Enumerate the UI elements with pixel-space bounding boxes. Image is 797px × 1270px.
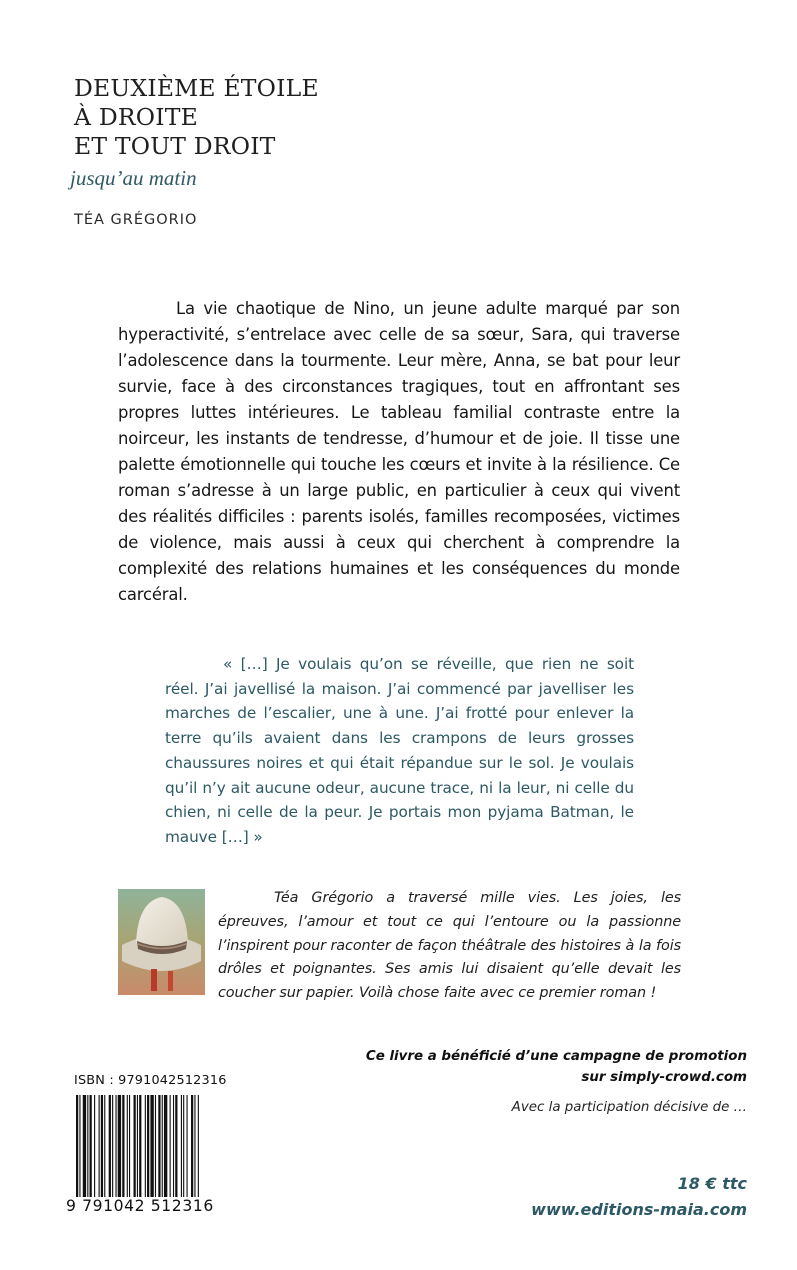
barcode-bar (104, 1095, 105, 1197)
publisher-website: www.editions-maia.com (531, 1200, 747, 1219)
barcode (66, 1095, 228, 1223)
barcode-bar (162, 1095, 163, 1197)
barcode-bar (186, 1095, 187, 1197)
barcode-bar (122, 1095, 124, 1197)
barcode-bar (79, 1095, 80, 1197)
barcode-bar (109, 1095, 111, 1197)
barcode-bars-icon (66, 1095, 228, 1197)
barcode-bar (76, 1095, 78, 1197)
barcode-bar (173, 1095, 174, 1197)
barcode-bar (147, 1095, 149, 1197)
barcode-bar (183, 1095, 184, 1197)
barcode-bar (145, 1095, 146, 1197)
title-line-3: ET TOUT DROIT (74, 132, 276, 160)
barcode-bar (101, 1095, 103, 1197)
synopsis-paragraph: La vie chaotique de Nino, un jeune adulte marqué par son hyperactivité, s’entrelace avec celle de sa sœur, Sara, qui traverse l’adolescence dans la tourmente. Leur mère, Anna, se bat pour leur survie, face à des circonstances tragiques, tout en affrontant ses propres luttes intérieures. Le tableau familial contraste entre la noirceur, les instants de tendresse, d’humour et de joie. Il tisse une palette émotionnelle qui touche les cœurs et invite à la résilience. Ce roman s’adresse à un large public, en particulier à ceux qui vivent des réalités difficiles : parents isolés, familles recomposées, victimes de violence, mais aussi à ceux qui cherchent à comprendre la complexité des relations humaines et les conséquences du monde carcéral. (118, 299, 680, 604)
book-subtitle: jusqu’au matin (70, 166, 197, 190)
barcode-bar (150, 1095, 153, 1197)
excerpt-quote: « […] Je voulais qu’on se réveille, que rien ne soit réel. J’ai javellisé la maison. J’ai commencé par javelliser les marches de l’escalier, une à une. J’ai frotté pour enlever la terre qu’ils avaient dans les crampons de leurs grosses chaussures noires et qui était répandue sur le sol. Je voulais qu’il n’y ait aucune odeur, aucune trace, ni la leur, ni celle du chien, ni celle de la peur. Je portais mon pyjama Batman, le mauve […] » (165, 655, 634, 846)
barcode-bar (191, 1095, 193, 1197)
author-photo (118, 889, 205, 995)
promo-line-1: Ce livre a bénéficié d’une campagne de promotion (365, 1049, 747, 1064)
barcode-bar (170, 1095, 171, 1197)
barcode-bar (129, 1095, 130, 1197)
promo-line-2: sur simply-crowd.com (581, 1070, 747, 1085)
barcode-bar (175, 1095, 177, 1197)
barcode-bar (155, 1095, 156, 1197)
title-line-2: À DROITE (74, 103, 198, 131)
isbn-label: ISBN : 9791042512316 (74, 1073, 227, 1088)
title-line-1: DEUXIÈME ÉTOILE (74, 74, 319, 102)
participation-note: Avec la participation décisive de … (511, 1100, 747, 1115)
barcode-bar (90, 1095, 92, 1197)
promo-notice (327, 1046, 747, 1088)
barcode-bar (139, 1095, 141, 1197)
author-name: TÉA GRÉGORIO (74, 212, 198, 228)
barcode-bar (127, 1095, 128, 1197)
barcode-bar (118, 1095, 121, 1197)
barcode-bar (112, 1095, 113, 1197)
barcode-bar (94, 1095, 95, 1197)
barcode-bar (83, 1095, 86, 1197)
barcode-bar (134, 1095, 136, 1197)
hat-photo-icon (118, 889, 205, 995)
barcode-bar (198, 1095, 199, 1197)
barcode-bar (137, 1095, 138, 1197)
author-bio: Téa Grégorio a traversé mille vies. Les joies, les épreuves, l’amour et tout ce qui l’entoure ou la passionne l’inspirent pour raconter de façon théâtrale des histoires à la fois drôles et poignantes. Ses amis lui disaient qu’elle devait les coucher sur papier. Voilà chose faite avec ce premier roman ! (218, 890, 681, 1002)
barcode-bar (158, 1095, 160, 1197)
barcode-bar (194, 1095, 195, 1197)
barcode-bar (164, 1095, 167, 1197)
price: 18 € ttc (677, 1174, 747, 1193)
barcode-bar (99, 1095, 100, 1197)
barcode-bar (87, 1095, 88, 1197)
book-title (74, 74, 319, 161)
barcode-bar (115, 1095, 116, 1197)
barcode-digits: 9 791042 512316 (66, 1197, 214, 1215)
barcode-bar (181, 1095, 182, 1197)
